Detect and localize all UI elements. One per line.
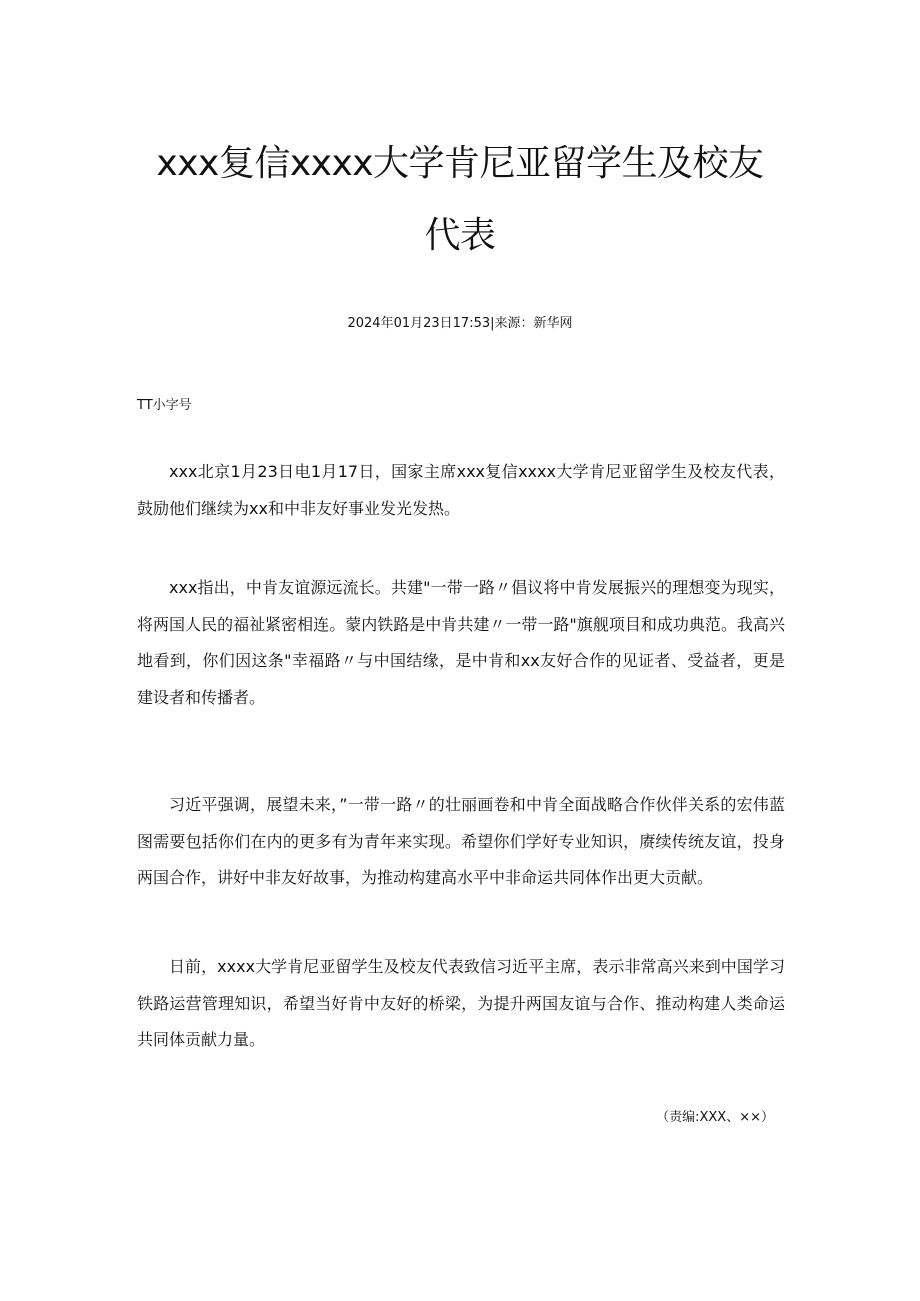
editor-credit: （责编:XXX、××） bbox=[656, 1110, 774, 1125]
article-title-line-2: 代表 bbox=[424, 215, 496, 256]
article-title bbox=[120, 128, 800, 272]
article-paragraph-4: 日前，xxxx大学肯尼亚留学生及校友代表致信习近平主席，表示非常高兴来到中国学习铁路运营管理知识，希望当好肯中友好的桥梁，为提升两国友谊与合作、推动构建人类命运共同体贡献力量。 bbox=[137, 957, 785, 1049]
article-meta: 2024年01月23日17:53|来源：新华网 bbox=[347, 316, 573, 331]
font-size-toggle[interactable]: TT小字号 bbox=[137, 398, 192, 413]
article-title-line-1: xxx复信xxxx大学肯尼亚留学生及校友 bbox=[156, 143, 764, 184]
article-paragraph-3: 习近平强调，展望未来，”一带一路〃的壮丽画卷和中肯全面战略合作伙伴关系的宏伟蓝图需要包括你们在内的更多有为青年来实现。希望你们学好专业知识，赓续传统友谊，投身两国合作，讲好中非友好故事，为推动构建高水平中非命运共同体作出更大贡献。 bbox=[137, 795, 785, 887]
article-paragraph-1: xxx北京1月23日电1月17日，国家主席xxx复信xxxx大学肯尼亚留学生及校友代表，鼓励他们继续为xx和中非友好事业发光发热。 bbox=[137, 462, 785, 518]
article-paragraph-2: xxx指出，中肯友谊源远流长。共建"一带一路〃倡议将中肯发展振兴的理想变为现实，将两国人民的福祉紧密相连。蒙内铁路是中肯共建〃一带一路"旗舰项目和成功典范。我高兴地看到，你们因这条"幸福路〃与中国结缘，是中肯和xx友好合作的见证者、受益者，更是建设者和传播者。 bbox=[137, 578, 785, 707]
